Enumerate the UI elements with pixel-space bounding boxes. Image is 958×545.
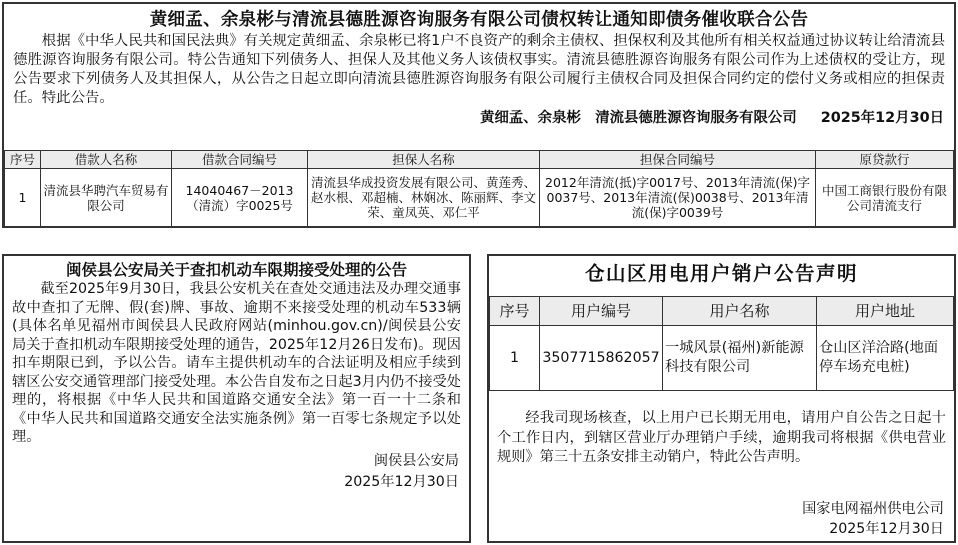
notice-title: 闽侯县公安局关于查扣机动车限期接受处理的公告	[65, 261, 407, 279]
table-cell: 中国工商银行股份有限公司清流支行	[816, 169, 954, 227]
signature-org: 闽侯县公安局	[373, 452, 459, 469]
signature-date: 2025年12月30日	[829, 521, 944, 537]
debt-transfer-notice	[2, 2, 956, 228]
column-header: 借款合同编号	[172, 151, 308, 169]
signature-org: 国家电网福州供电公司	[802, 501, 944, 517]
table-cell: 3507715862057	[540, 326, 663, 391]
table-cell: 一城风景(福州)新能源科技有限公司	[663, 326, 817, 391]
table-cell: 清流县华成投资发展有限公司、黄莲秀、赵水根、邓超楠、林娴冰、陈丽辉、李文荣、童凤英、邓仁平	[308, 169, 540, 227]
table-cell: 2012年清流(抵)字0017号、2013年清流(保)字0037号、2013年清流(保)0038号、2013年清流(保)字0039号	[540, 169, 816, 227]
notice-body: 经我司现场核查，以上用户已长期无用电，请用户自公告之日起十个工作日内，到辖区营业厅办理销户手续，逾期我司将根据《供电营业规则》第三十五条安排主动销户，特此公告声明。	[497, 410, 946, 465]
signature-parties: 黄细孟、余泉彬 清流县德胜源咨询服务有限公司	[480, 110, 797, 126]
table-cell: 1	[5, 169, 41, 227]
table-header-row	[490, 297, 954, 326]
table-cell: 1	[490, 326, 540, 391]
notice-title: 仓山区用电用户销户公告声明	[584, 262, 858, 285]
column-header: 担保人名称	[308, 151, 540, 169]
column-header: 用户地址	[817, 297, 954, 326]
table-row	[5, 169, 954, 227]
notice-title: 黄细孟、余泉彬与清流县德胜源咨询服务有限公司债权转让通知即债务催收联合公告	[149, 10, 809, 30]
signature-date: 2025年12月30日	[820, 110, 944, 126]
column-header: 借款人名称	[41, 151, 172, 169]
table-cell: 14040467－2013（清流）字0025号	[172, 169, 308, 227]
column-header: 用户编号	[540, 297, 663, 326]
table-header-row	[5, 151, 954, 169]
notice-body: 截至2025年9月30日，我县公安机关在查处交通违法及办理交通事故中查扣了无牌、假(套)牌、事故、逾期不来接受处理的机动车533辆(具体名单见福州市闽侯县人民政府网站(minhou.gov.cn)/闽侯县公安局关于查扣机动车限期接受处理的通告，2025年12月26日发布)。现因扣车期限已到，予以公告。请车主提供机动车的合法证明及相应手续到辖区公安交通管理部门接受处理。本公告自发布之日起3月内仍不接受处理的，将根据《中华人民共和国道路交通安全法》第一百一十二条和《中华人民共和国道路交通安全法实施条例》第一百零七条规定予以处理。	[12, 281, 461, 445]
column-header: 原贷款行	[816, 151, 954, 169]
notice-body: 根据《中华人民共和国民法典》有关规定黄细孟、余泉彬已将1户不良资产的剩余主债权、担保权利及其他所有相关权益通过协议转让给清流县德胜源咨询服务有限公司。特公告通知下列债务人、担保人及其他义务人该债权事实。清流县德胜源咨询服务有限公司作为上述债权的受让方，现公告要求下列债务人及其担保人，从公告之日起立即向清流县德胜源咨询服务有限公司履行主债权合同及担保合同约定的偿付义务或相应的担保责任。特此公告。	[13, 33, 945, 106]
column-header: 用户名称	[663, 297, 817, 326]
table-cell: 清流县华聘汽车贸易有限公司	[41, 169, 172, 227]
account-table	[489, 296, 954, 391]
signature-date: 2025年12月30日	[344, 473, 459, 490]
debt-table	[4, 150, 954, 227]
column-header: 序号	[5, 151, 41, 169]
notice-signature	[4, 109, 944, 128]
power-account-cancellation-notice	[487, 254, 956, 543]
vehicle-seizure-notice	[2, 254, 471, 543]
table-row	[490, 326, 954, 391]
column-header: 序号	[490, 297, 540, 326]
table-cell: 仓山区洋洽路(地面停车场充电桩)	[817, 326, 954, 391]
column-header: 担保合同编号	[540, 151, 816, 169]
